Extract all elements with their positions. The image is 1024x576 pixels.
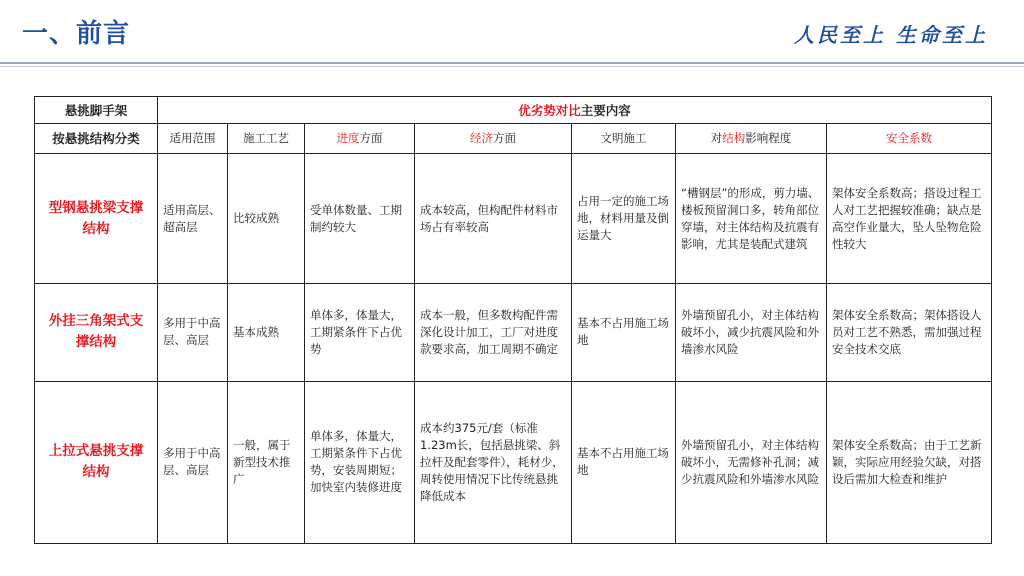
table-cell: 架体安全系数高；搭设过程工人对工艺把握较准确；缺点是高空作业量大，坠人坠物危险性较大 bbox=[827, 154, 992, 284]
table-row bbox=[35, 284, 992, 382]
table-cell: 成本较高，但构配件材料市场占有率较高 bbox=[415, 154, 572, 284]
table-cell: 基本成熟 bbox=[228, 284, 305, 382]
table-cell: 单体多，体量大，工期紧条件下占优势 bbox=[305, 284, 415, 382]
table-cell: 受单体数量、工期制约较大 bbox=[305, 154, 415, 284]
comparison-table bbox=[34, 96, 992, 544]
table-cell: 架体安全系数高；架体搭设人员对工艺不熟悉，需加强过程安全技术交底 bbox=[827, 284, 992, 382]
header-row-1 bbox=[35, 97, 992, 124]
corner-top-cell: 悬挑脚手架 bbox=[35, 97, 158, 124]
row-type-label: 上拉式悬挑支撑结构 bbox=[35, 381, 158, 543]
page-title: 一、前言 bbox=[22, 19, 131, 49]
table-row bbox=[35, 381, 992, 543]
row-type-label: 外挂三角架式支撑结构 bbox=[35, 284, 158, 382]
header-divider bbox=[0, 62, 1024, 64]
table-cell: 单体多，体量大，工期紧条件下占优势，安装周期短；加快室内装修进度 bbox=[305, 381, 415, 543]
table-cell: 架体安全系数高；由于工艺新颖，实际应用经验欠缺，对搭设后需加大检查和维护 bbox=[827, 381, 992, 543]
table-cell: 多用于中高层、高层 bbox=[158, 381, 228, 543]
table-cell: 适用高层、超高层 bbox=[158, 154, 228, 284]
slogan: 人民至上 生命至上 bbox=[794, 23, 988, 47]
merged-header-red: 优劣势对比 bbox=[518, 102, 581, 118]
table-cell: 占用一定的施工场地，材料用量及倒运量大 bbox=[572, 154, 676, 284]
table-cell: 外墙预留孔小，对主体结构破坏小，减少抗震风险和外墙渗水风险 bbox=[676, 284, 827, 382]
table-cell: 基本不占用施工场地 bbox=[572, 381, 676, 543]
col-header-process: 施工工艺 bbox=[228, 124, 305, 154]
row-type-label: 型钢悬挑梁支撑结构 bbox=[35, 154, 158, 284]
table-cell: “槽钢层”的形成，剪力墙、楼板预留洞口多，转角部位穿墙，对主体结构及抗震有影响，尤其是装配式建筑 bbox=[676, 154, 827, 284]
table-cell: 基本不占用施工场地 bbox=[572, 284, 676, 382]
merged-header-cell bbox=[158, 97, 992, 124]
col-header-economy: 经济方面 bbox=[415, 124, 572, 154]
table-row bbox=[35, 154, 992, 284]
col-header-schedule: 进度方面 bbox=[305, 124, 415, 154]
table-cell: 多用于中高层、高层 bbox=[158, 284, 228, 382]
col-header-scope: 适用范围 bbox=[158, 124, 228, 154]
merged-header-black: 主要内容 bbox=[580, 102, 631, 118]
header-divider-thin bbox=[0, 66, 1024, 67]
header-row-2 bbox=[35, 124, 992, 154]
table-cell: 比较成熟 bbox=[228, 154, 305, 284]
corner-bottom-cell: 按悬挑结构分类 bbox=[35, 124, 158, 154]
table-cell: 外墙预留孔小，对主体结构破坏小，无需修补孔洞；减少抗震风险和外墙渗水风险 bbox=[676, 381, 827, 543]
table-cell: 成本一般，但多数构配件需深化设计加工，工厂对进度款要求高，加工周期不确定 bbox=[415, 284, 572, 382]
col-header-civilized: 文明施工 bbox=[572, 124, 676, 154]
col-header-structure: 对结构影响程度 bbox=[676, 124, 827, 154]
table-cell: 一般，属于新型技术推广 bbox=[228, 381, 305, 543]
col-header-safety: 安全系数 bbox=[827, 124, 992, 154]
table-cell: 成本约375元/套（标准1.23m长，包括悬挑梁、斜拉杆及配套零件），耗材少，周转使用情况下比传统悬挑降低成本 bbox=[415, 381, 572, 543]
